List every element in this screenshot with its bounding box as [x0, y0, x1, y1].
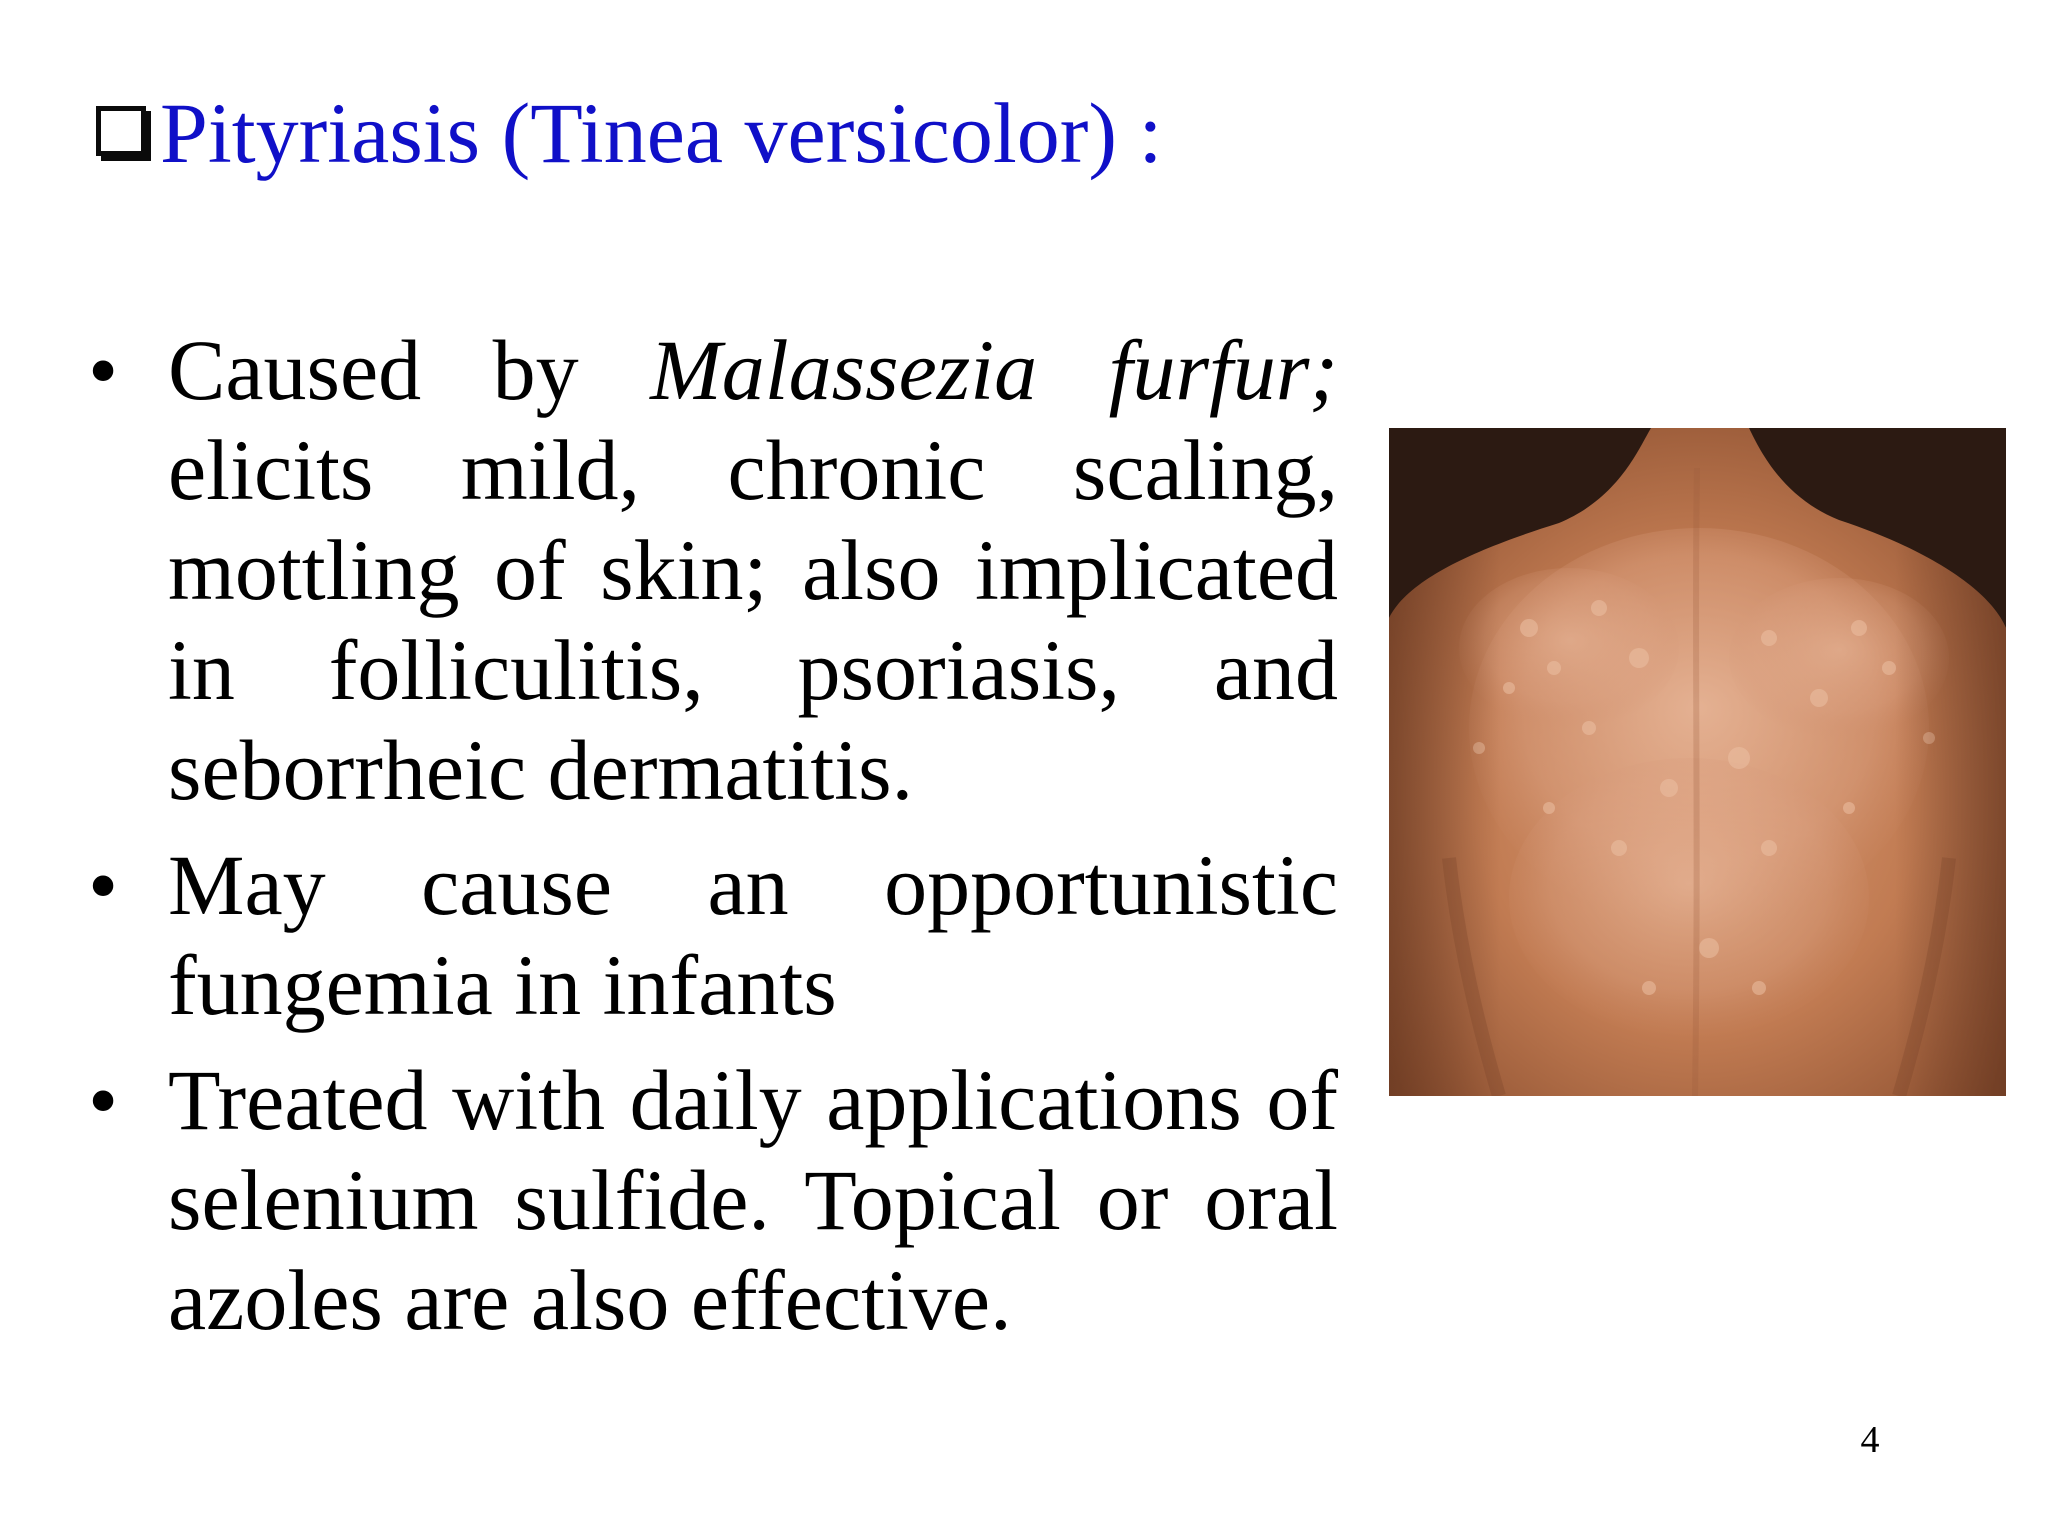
page-number: 4 — [1860, 1419, 1880, 1461]
bullet-1-text: elicits mild, chronic scaling, mottling of skin; also implicated in folliculitis, psoriasis, and seborrheic dermatitis. — [168, 422, 1338, 818]
bullet-3-text: Treated with daily applications of selenium sulfide. Topical or oral azoles are also effective. — [168, 1052, 1338, 1348]
bullet-dot-icon: • — [88, 837, 119, 933]
bullet-1-organism: Malassezia furfur; — [650, 322, 1338, 418]
bullet-item-3 — [88, 1050, 1338, 1350]
bullet-list — [88, 320, 1338, 1365]
slide-title — [96, 78, 1162, 188]
bullet-item-2 — [88, 835, 1338, 1035]
hollow-square-checkbox-icon — [96, 106, 146, 156]
back-skin-illustration — [1389, 428, 2006, 1096]
slide-title-text: Pityriasis (Tinea versicolor) : — [160, 85, 1163, 181]
bullet-2-text: May cause an opportunistic fungemia in infants — [168, 837, 1338, 1033]
bullet-dot-icon: • — [88, 1052, 119, 1148]
bullet-dot-icon: • — [88, 322, 119, 418]
bullet-item-1 — [88, 320, 1338, 820]
clinical-photo-back — [1389, 428, 2006, 1096]
bullet-1-prefix: Caused by — [168, 322, 651, 418]
